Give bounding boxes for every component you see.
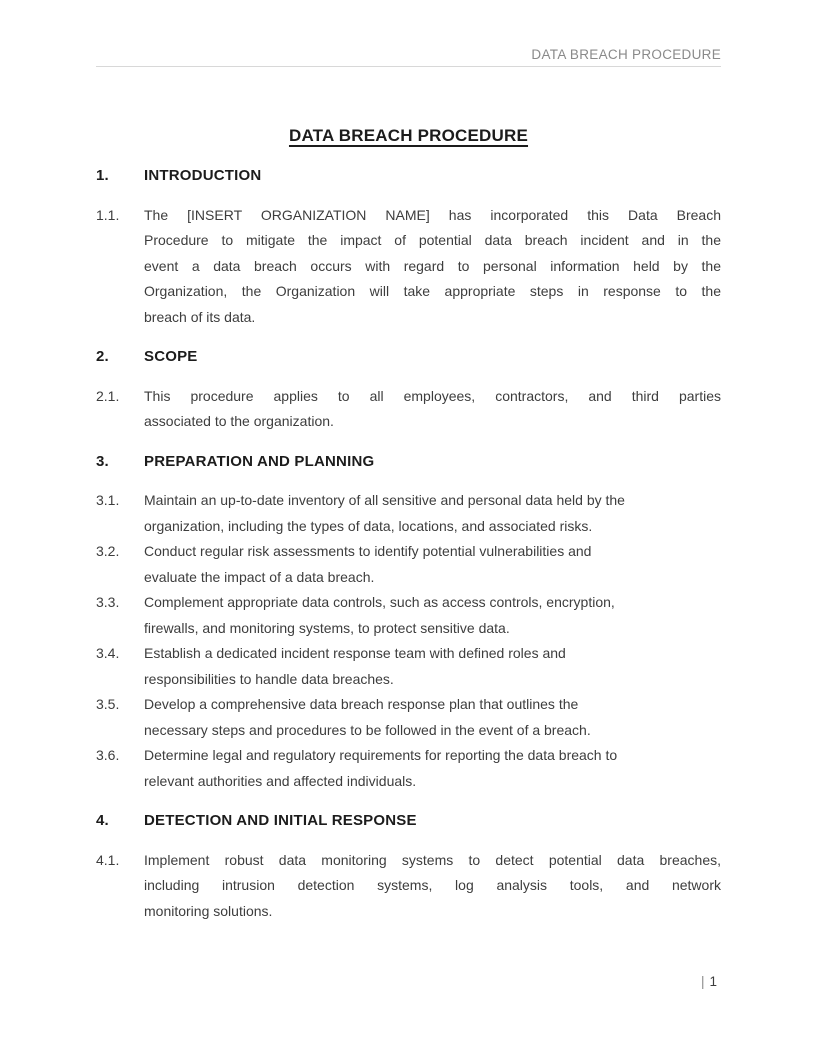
clause-number: 3.6. bbox=[96, 747, 120, 763]
section-heading-text: PREPARATION AND PLANNING bbox=[144, 452, 375, 470]
paragraph-line: monitoring solutions. bbox=[144, 902, 273, 919]
page-footer bbox=[701, 973, 717, 991]
section-heading-scope bbox=[96, 344, 721, 370]
document-title-text: DATA BREACH PROCEDURE bbox=[288, 126, 529, 145]
section-number: 1. bbox=[96, 167, 109, 184]
clause-3-1 bbox=[96, 488, 721, 539]
section-number: 2. bbox=[96, 348, 109, 365]
clause-3-2 bbox=[96, 539, 721, 590]
page-header bbox=[96, 46, 721, 67]
clause-number: 1.1. bbox=[96, 206, 120, 223]
paragraph-line: organization, including the types of data, locations, and associated risks. bbox=[144, 517, 593, 534]
paragraph-line: The [INSERT ORGANIZATION NAME] has incorporated this Data Breach bbox=[144, 206, 721, 223]
paragraph-line: including intrusion detection systems, log analysis tools, and network bbox=[144, 877, 721, 893]
paragraph-line: Determine legal and regulatory requirements for reporting the data breach to bbox=[144, 747, 618, 763]
section-heading-text: DETECTION AND INITIAL RESPONSE bbox=[144, 812, 417, 829]
footer-separator: | bbox=[700, 974, 705, 989]
paragraph-line: Procedure to mitigate the impact of potential data breach incident and in the bbox=[144, 232, 721, 248]
paragraph-line: Organization, the Organization will take appropriate steps in response to the bbox=[144, 283, 721, 299]
paragraph-line: necessary steps and procedures to be followed in the event of a breach. bbox=[144, 721, 591, 738]
clause-number: 4.1. bbox=[96, 851, 120, 868]
page-header-title: DATA BREACH PROCEDURE bbox=[531, 47, 721, 62]
paragraph-line: evaluate the impact of a data breach. bbox=[144, 568, 375, 585]
clause-1-1 bbox=[96, 203, 721, 331]
paragraph-line: Establish a dedicated incident response team with defined roles and bbox=[144, 645, 566, 661]
clause-number: 3.3. bbox=[96, 594, 120, 610]
clause-4-1 bbox=[96, 848, 721, 925]
paragraph-line: This procedure applies to all employees, contractors, and third parties bbox=[144, 387, 721, 404]
clause-number: 3.2. bbox=[96, 543, 120, 559]
section-heading-preparation-and-planning bbox=[96, 449, 721, 475]
paragraph-line: Develop a comprehensive data breach response plan that outlines the bbox=[144, 696, 579, 712]
clause-3-4 bbox=[96, 641, 721, 692]
clause-3-5 bbox=[96, 692, 721, 743]
section-heading-text: INTRODUCTION bbox=[144, 167, 262, 184]
paragraph-line: relevant authorities and affected individuals. bbox=[144, 772, 417, 789]
paragraph-line: firewalls, and monitoring systems, to protect sensitive data. bbox=[144, 619, 510, 636]
paragraph-line: Conduct regular risk assessments to identify potential vulnerabilities and bbox=[144, 543, 592, 559]
section-heading-text: SCOPE bbox=[144, 348, 198, 365]
paragraph-line: breach of its data. bbox=[144, 308, 256, 325]
clause-number: 3.4. bbox=[96, 645, 120, 661]
clause-number: 2.1. bbox=[96, 387, 120, 404]
paragraph-line: Implement robust data monitoring systems to detect potential data breaches, bbox=[144, 851, 721, 868]
paragraph-line: responsibilities to handle data breaches. bbox=[144, 670, 394, 687]
paragraph-line: Maintain an up-to-date inventory of all sensitive and personal data held by the bbox=[144, 492, 625, 508]
clause-3-3 bbox=[96, 590, 721, 641]
section-heading-introduction bbox=[96, 163, 721, 189]
section-number: 3. bbox=[96, 452, 109, 470]
section-heading-detection-and-initial-response bbox=[96, 808, 721, 834]
document-title bbox=[96, 123, 721, 149]
paragraph-line: associated to the organization. bbox=[144, 413, 334, 429]
section-number: 4. bbox=[96, 812, 109, 829]
paragraph-line: event a data breach occurs with regard to personal information held by the bbox=[144, 257, 721, 274]
page-number: 1 bbox=[709, 974, 717, 989]
paragraph-line: Complement appropriate data controls, such as access controls, encryption, bbox=[144, 594, 615, 610]
clause-number: 3.5. bbox=[96, 696, 120, 712]
clause-3-6 bbox=[96, 743, 721, 794]
clause-2-1 bbox=[96, 384, 721, 435]
clause-number: 3.1. bbox=[96, 492, 120, 508]
